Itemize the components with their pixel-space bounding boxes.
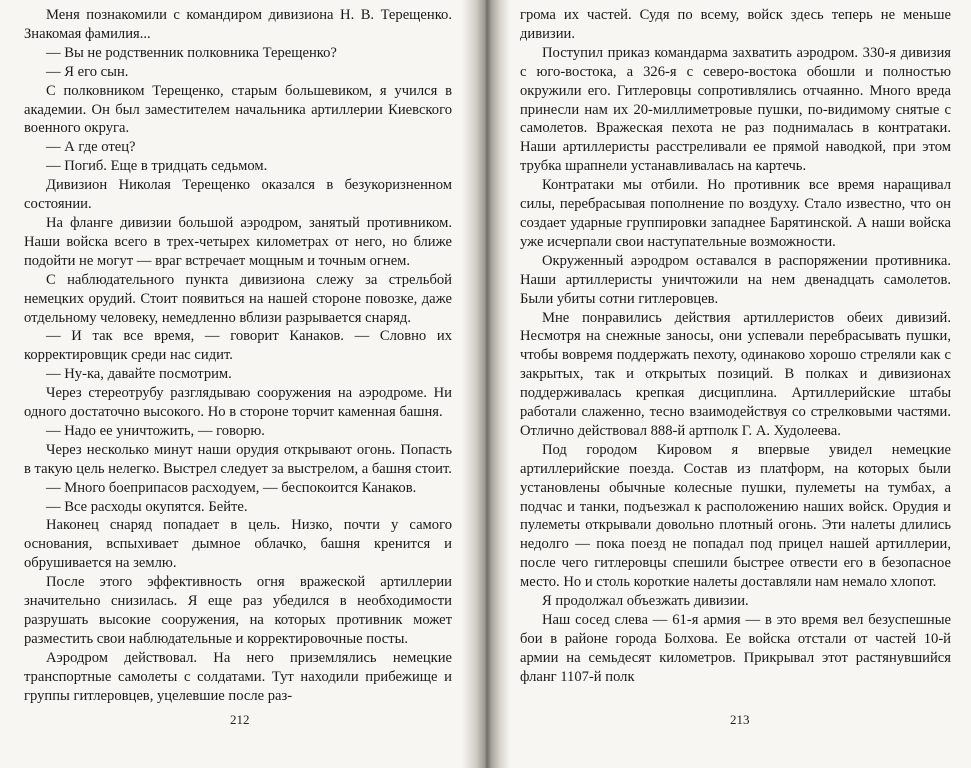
left-paragraph: — Много боеприпасов расходуем, — беспокоится Канаков.: [46, 479, 417, 496]
left-paragraph: С полковником Терещенко, старым большевиком, я учился в академии. Он был заместителем начальника артиллерии Киевского военного округа.: [24, 82, 452, 137]
left-paragraph: Дивизион Николая Терещенко оказался в безукоризненном состоянии.: [24, 177, 452, 213]
right-paragraph: Контратаки мы отбили. Но противник все время наращивал силы, перебрасывая пополнение по воздуху. Стало известно, что он создает ударные группировки западнее Барятинской. А наши войска уже исчерпали свои наступательные возможности.: [520, 177, 951, 250]
left-paragraph: — Погиб. Еще в тридцать седьмом.: [46, 158, 268, 175]
left-page-number: 212: [230, 712, 250, 727]
left-paragraph: — Надо ее уничтожить, — говорю.: [46, 422, 265, 439]
left-paragraph: — А где отец?: [46, 139, 136, 156]
left-paragraph: Наконец снаряд попадает в цель. Низко, почти у самого основания, вспыхивает дымное облачко, башня кренится и обрушивается на землю.: [24, 517, 452, 572]
left-paragraph: — И так все время, — говорит Канаков. — Словно их корректировщик среди нас сидит.: [24, 328, 452, 364]
right-paragraph: Окруженный аэродром оставался в распоряжении противника. Наши артиллеристы уничтожили на нем двенадцать самолетов. Были убиты сотни гитлеровцев.: [520, 252, 951, 307]
left-paragraph: После этого эффективность огня вражеской артиллерии значительно снизилась. Я еще раз убедился в необходимости разрушать высокие сооружения, на которых противник может разместить свои наблюдательные и корректировочные посты.: [24, 574, 452, 647]
left-paragraph: Через несколько минут наши орудия открывают огонь. Попасть в такую цель нелегко. Выстрел следует за выстрелом, а башня стоит.: [24, 441, 452, 477]
left-page: [24, 6, 452, 706]
left-paragraph: — Вы не родственник полковника Терещенко?: [46, 44, 337, 61]
left-paragraph: Через стереотрубу разглядываю сооружения на аэродроме. Ни одного достаточно высокого. Но в стороне торчит каменная башня.: [24, 385, 452, 421]
right-continuation: грома их частей. Судя по всему, войск здесь теперь не меньше дивизии.: [520, 7, 951, 42]
left-paragraph: На фланге дивизии большой аэродром, занятый противником. Наши войска всего в трех-четырех километрах от него, но ближе подойти не могут — враг встречает мощным и точным огнем.: [24, 214, 452, 269]
left-paragraph: Аэродром действовал. На него приземлялись немецкие транспортные самолеты с солдатами. Тут находили прибежище и группы гитлеровцев, уцелевшие после раз-: [24, 649, 452, 704]
left-paragraph: С наблюдательного пункта дивизиона слежу за стрельбой немецких орудий. Стоит появиться на нашей стороне повозке, даже отдельному человеку, немедленно вблизи разрывается снаряд.: [24, 271, 452, 326]
left-paragraph: — Ну-ка, давайте посмотрим.: [46, 366, 232, 383]
left-paragraph: Меня познакомили с командиром дивизиона Н. В. Терещенко. Знакомая фамилия...: [24, 7, 452, 42]
left-paragraph: — Я его сын.: [46, 63, 129, 80]
right-paragraph: Мне понравились действия артиллеристов обеих дивизий. Несмотря на снежные заносы, они успевали перебрасывать пушки, чтобы вовремя поддержать пехоту, одинаково хорошо стреляли как с закрытых, так и открытых позиций. В полках и дивизионах поддерживалась крепкая дисциплина. Артиллерийские штабы работали слаженно, тесно взаимодействуя со стрелковыми частями. Отлично действовал 888-й артполк Г. А. Худолеева.: [520, 309, 951, 439]
right-paragraph: Наш сосед слева — 61-я армия — в это время вел безуспешные бои в районе города Болхова. Ее войска отстали от частей 10-й армии на семьдесят километров. Прикрывал этот растянувшийся фланг 1107-й полк: [520, 612, 951, 685]
book-gutter: [462, 0, 510, 768]
right-paragraph: Я продолжал объезжать дивизии.: [542, 593, 749, 610]
right-page-number: 213: [730, 712, 750, 727]
right-paragraph: Под городом Кировом я впервые увидел немецкие артиллерийские поезда. Состав из платформ, на которых были установлены обычные колесные пушки, пулеметы на тумбах, а подчас и танки, подъезжал к расположению наших войск. Орудия и пулеметы открывали довольно плотный огонь. Эти налеты длились недолго — пока поезд не попадал под прицел нашей артиллерии, после чего гитлеровцы спешили быстрее отвести его в безопасное место. Но и столь короткие налеты доставляли нам немало хлопот.: [520, 441, 951, 591]
right-paragraph: Поступил приказ командарма захватить аэродром. 330-я дивизия с юго-востока, а 326-я с северо-востока обошли и полностью окружили его. Гитлеровцы сопротивлялись отчаянно. Много вреда принесли нам их 20-миллиметровые пушки, по-видимому снятые с самолетов. Вражеская пехота не раз поднималась в контратаки. Наши артиллеристы расстреливали ее прямой наводкой, при этом трубка шрапнели устанавливалась на картечь.: [520, 44, 951, 175]
right-page: [520, 6, 951, 706]
left-paragraph: — Все расходы окупятся. Бейте.: [46, 498, 248, 515]
